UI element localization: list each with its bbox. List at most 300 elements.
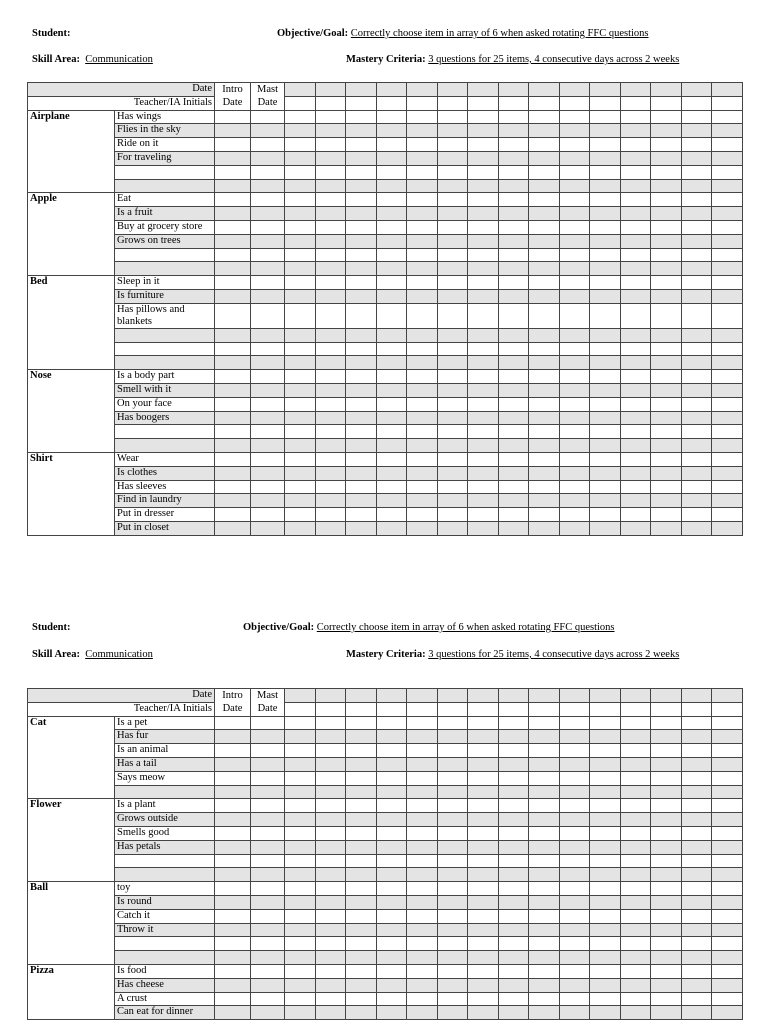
data-cell[interactable]: [407, 452, 438, 466]
data-cell[interactable]: [437, 248, 468, 262]
data-cell[interactable]: [529, 1006, 560, 1020]
data-cell[interactable]: [712, 508, 743, 522]
data-cell[interactable]: [498, 165, 529, 179]
data-cell[interactable]: [590, 411, 621, 425]
data-cell[interactable]: [529, 248, 560, 262]
data-cell[interactable]: [468, 342, 499, 356]
data-cell[interactable]: [498, 689, 529, 703]
data-cell[interactable]: [251, 383, 285, 397]
data-cell[interactable]: [285, 964, 316, 978]
data-cell[interactable]: [376, 124, 407, 138]
data-cell[interactable]: [529, 895, 560, 909]
data-cell[interactable]: [251, 992, 285, 1006]
data-cell[interactable]: [437, 193, 468, 207]
data-cell[interactable]: [346, 730, 377, 744]
data-cell[interactable]: [468, 480, 499, 494]
data-cell[interactable]: [315, 937, 346, 951]
data-cell[interactable]: [712, 193, 743, 207]
data-cell[interactable]: [590, 757, 621, 771]
data-cell[interactable]: [651, 480, 682, 494]
data-cell[interactable]: [315, 248, 346, 262]
data-cell[interactable]: [437, 342, 468, 356]
data-cell[interactable]: [681, 826, 712, 840]
data-cell[interactable]: [712, 937, 743, 951]
data-cell[interactable]: [251, 248, 285, 262]
data-cell[interactable]: [376, 964, 407, 978]
data-cell[interactable]: [468, 289, 499, 303]
data-cell[interactable]: [620, 262, 651, 276]
data-cell[interactable]: [651, 813, 682, 827]
data-cell[interactable]: [651, 840, 682, 854]
data-cell[interactable]: [651, 785, 682, 799]
data-cell[interactable]: [437, 276, 468, 290]
data-cell[interactable]: [529, 689, 560, 703]
data-cell[interactable]: [215, 1006, 251, 1020]
data-cell[interactable]: [437, 494, 468, 508]
data-cell[interactable]: [590, 138, 621, 152]
data-cell[interactable]: [285, 868, 316, 882]
data-cell[interactable]: [437, 466, 468, 480]
data-cell[interactable]: [251, 276, 285, 290]
data-cell[interactable]: [498, 207, 529, 221]
data-cell[interactable]: [651, 342, 682, 356]
data-cell[interactable]: [407, 356, 438, 370]
data-cell[interactable]: [315, 356, 346, 370]
data-cell[interactable]: [407, 207, 438, 221]
data-cell[interactable]: [215, 179, 251, 193]
data-cell[interactable]: [620, 923, 651, 937]
data-cell[interactable]: [712, 480, 743, 494]
data-cell[interactable]: [215, 895, 251, 909]
data-cell[interactable]: [681, 466, 712, 480]
data-cell[interactable]: [215, 328, 251, 342]
data-cell[interactable]: [498, 785, 529, 799]
data-cell[interactable]: [376, 151, 407, 165]
data-cell[interactable]: [468, 882, 499, 896]
data-cell[interactable]: [681, 840, 712, 854]
data-cell[interactable]: [712, 895, 743, 909]
data-cell[interactable]: [407, 992, 438, 1006]
data-cell[interactable]: [376, 1006, 407, 1020]
data-cell[interactable]: [498, 964, 529, 978]
data-cell[interactable]: [407, 83, 438, 97]
data-cell[interactable]: [215, 262, 251, 276]
data-cell[interactable]: [285, 220, 316, 234]
data-cell[interactable]: [346, 508, 377, 522]
data-cell[interactable]: [529, 397, 560, 411]
data-cell[interactable]: [651, 303, 682, 328]
data-cell[interactable]: [251, 521, 285, 535]
data-cell[interactable]: [559, 370, 590, 384]
data-cell[interactable]: [437, 411, 468, 425]
data-cell[interactable]: [346, 262, 377, 276]
data-cell[interactable]: [215, 951, 251, 965]
data-cell[interactable]: [251, 771, 285, 785]
data-cell[interactable]: [590, 452, 621, 466]
data-cell[interactable]: [315, 96, 346, 110]
data-cell[interactable]: [407, 370, 438, 384]
data-cell[interactable]: [376, 951, 407, 965]
data-cell[interactable]: [285, 289, 316, 303]
data-cell[interactable]: [651, 992, 682, 1006]
data-cell[interactable]: [346, 138, 377, 152]
data-cell[interactable]: [407, 799, 438, 813]
data-cell[interactable]: [407, 342, 438, 356]
data-cell[interactable]: [590, 207, 621, 221]
data-cell[interactable]: [437, 813, 468, 827]
data-cell[interactable]: [712, 328, 743, 342]
data-cell[interactable]: [651, 494, 682, 508]
data-cell[interactable]: [315, 702, 346, 716]
data-cell[interactable]: [285, 785, 316, 799]
data-cell[interactable]: [315, 882, 346, 896]
data-cell[interactable]: [315, 813, 346, 827]
data-cell[interactable]: [712, 689, 743, 703]
data-cell[interactable]: [620, 397, 651, 411]
data-cell[interactable]: [681, 895, 712, 909]
data-cell[interactable]: [712, 716, 743, 730]
data-cell[interactable]: [376, 342, 407, 356]
data-cell[interactable]: [620, 951, 651, 965]
data-cell[interactable]: [651, 234, 682, 248]
data-cell[interactable]: [681, 83, 712, 97]
data-cell[interactable]: [681, 868, 712, 882]
data-cell[interactable]: [651, 882, 682, 896]
data-cell[interactable]: [285, 110, 316, 124]
data-cell[interactable]: [712, 370, 743, 384]
data-cell[interactable]: [651, 138, 682, 152]
data-cell[interactable]: [712, 923, 743, 937]
data-cell[interactable]: [590, 689, 621, 703]
data-cell[interactable]: [651, 826, 682, 840]
data-cell[interactable]: [215, 276, 251, 290]
data-cell[interactable]: [681, 521, 712, 535]
data-cell[interactable]: [620, 716, 651, 730]
data-cell[interactable]: [559, 328, 590, 342]
data-cell[interactable]: [498, 480, 529, 494]
data-cell[interactable]: [620, 978, 651, 992]
data-cell[interactable]: [315, 909, 346, 923]
data-cell[interactable]: [437, 895, 468, 909]
data-cell[interactable]: [620, 799, 651, 813]
data-cell[interactable]: [529, 234, 560, 248]
data-cell[interactable]: [407, 840, 438, 854]
data-cell[interactable]: [498, 220, 529, 234]
data-cell[interactable]: [376, 234, 407, 248]
data-cell[interactable]: [651, 96, 682, 110]
data-cell[interactable]: [529, 356, 560, 370]
data-cell[interactable]: [498, 923, 529, 937]
data-cell[interactable]: [529, 882, 560, 896]
data-cell[interactable]: [590, 730, 621, 744]
data-cell[interactable]: [529, 207, 560, 221]
data-cell[interactable]: [559, 978, 590, 992]
data-cell[interactable]: [590, 96, 621, 110]
data-cell[interactable]: [285, 425, 316, 439]
data-cell[interactable]: [498, 328, 529, 342]
data-cell[interactable]: [346, 124, 377, 138]
data-cell[interactable]: [681, 494, 712, 508]
data-cell[interactable]: [681, 452, 712, 466]
data-cell[interactable]: [559, 923, 590, 937]
data-cell[interactable]: [437, 937, 468, 951]
data-cell[interactable]: [437, 262, 468, 276]
data-cell[interactable]: [468, 96, 499, 110]
data-cell[interactable]: [437, 785, 468, 799]
data-cell[interactable]: [712, 262, 743, 276]
data-cell[interactable]: [590, 895, 621, 909]
data-cell[interactable]: [376, 494, 407, 508]
data-cell[interactable]: [346, 909, 377, 923]
data-cell[interactable]: [651, 425, 682, 439]
data-cell[interactable]: [529, 480, 560, 494]
data-cell[interactable]: [498, 895, 529, 909]
data-cell[interactable]: [651, 978, 682, 992]
data-cell[interactable]: [251, 370, 285, 384]
data-cell[interactable]: [285, 771, 316, 785]
data-cell[interactable]: [651, 730, 682, 744]
data-cell[interactable]: [498, 702, 529, 716]
data-cell[interactable]: [498, 744, 529, 758]
data-cell[interactable]: [315, 799, 346, 813]
data-cell[interactable]: [285, 151, 316, 165]
data-cell[interactable]: [376, 716, 407, 730]
data-cell[interactable]: [559, 854, 590, 868]
data-cell[interactable]: [346, 356, 377, 370]
data-cell[interactable]: [681, 439, 712, 453]
data-cell[interactable]: [498, 303, 529, 328]
data-cell[interactable]: [498, 466, 529, 480]
data-cell[interactable]: [285, 494, 316, 508]
data-cell[interactable]: [437, 138, 468, 152]
data-cell[interactable]: [407, 895, 438, 909]
data-cell[interactable]: [498, 840, 529, 854]
data-cell[interactable]: [651, 466, 682, 480]
data-cell[interactable]: [407, 813, 438, 827]
data-cell[interactable]: [559, 110, 590, 124]
data-cell[interactable]: [376, 83, 407, 97]
data-cell[interactable]: [315, 138, 346, 152]
data-cell[interactable]: [376, 356, 407, 370]
data-cell[interactable]: [651, 799, 682, 813]
data-cell[interactable]: [285, 356, 316, 370]
data-cell[interactable]: [559, 207, 590, 221]
data-cell[interactable]: [437, 1006, 468, 1020]
data-cell[interactable]: [498, 289, 529, 303]
data-cell[interactable]: [590, 868, 621, 882]
data-cell[interactable]: [285, 826, 316, 840]
data-cell[interactable]: [468, 854, 499, 868]
data-cell[interactable]: [437, 220, 468, 234]
data-cell[interactable]: [559, 452, 590, 466]
data-cell[interactable]: [468, 730, 499, 744]
data-cell[interactable]: [712, 882, 743, 896]
data-cell[interactable]: [376, 895, 407, 909]
data-cell[interactable]: [346, 110, 377, 124]
data-cell[interactable]: [681, 289, 712, 303]
data-cell[interactable]: [251, 439, 285, 453]
data-cell[interactable]: [468, 757, 499, 771]
data-cell[interactable]: [407, 276, 438, 290]
data-cell[interactable]: [407, 411, 438, 425]
data-cell[interactable]: [590, 370, 621, 384]
data-cell[interactable]: [681, 193, 712, 207]
data-cell[interactable]: [407, 480, 438, 494]
data-cell[interactable]: [251, 193, 285, 207]
data-cell[interactable]: [437, 397, 468, 411]
data-cell[interactable]: [346, 96, 377, 110]
data-cell[interactable]: [498, 248, 529, 262]
data-cell[interactable]: [681, 383, 712, 397]
data-cell[interactable]: [315, 276, 346, 290]
data-cell[interactable]: [437, 771, 468, 785]
data-cell[interactable]: [681, 813, 712, 827]
data-cell[interactable]: [407, 909, 438, 923]
data-cell[interactable]: [712, 383, 743, 397]
data-cell[interactable]: [346, 923, 377, 937]
data-cell[interactable]: [590, 978, 621, 992]
data-cell[interactable]: [712, 179, 743, 193]
data-cell[interactable]: [376, 289, 407, 303]
data-cell[interactable]: [285, 276, 316, 290]
data-cell[interactable]: [346, 854, 377, 868]
data-cell[interactable]: [712, 425, 743, 439]
data-cell[interactable]: [620, 151, 651, 165]
data-cell[interactable]: [529, 909, 560, 923]
data-cell[interactable]: [468, 110, 499, 124]
data-cell[interactable]: [681, 909, 712, 923]
data-cell[interactable]: [681, 508, 712, 522]
data-cell[interactable]: [498, 868, 529, 882]
data-cell[interactable]: [498, 730, 529, 744]
data-cell[interactable]: [529, 951, 560, 965]
data-cell[interactable]: [346, 383, 377, 397]
data-cell[interactable]: [468, 276, 499, 290]
data-cell[interactable]: [315, 234, 346, 248]
data-cell[interactable]: [681, 262, 712, 276]
data-cell[interactable]: [251, 854, 285, 868]
data-cell[interactable]: [315, 342, 346, 356]
data-cell[interactable]: [712, 785, 743, 799]
data-cell[interactable]: [590, 702, 621, 716]
data-cell[interactable]: [251, 895, 285, 909]
data-cell[interactable]: [651, 771, 682, 785]
data-cell[interactable]: [529, 124, 560, 138]
data-cell[interactable]: [529, 383, 560, 397]
data-cell[interactable]: [315, 730, 346, 744]
data-cell[interactable]: [559, 702, 590, 716]
data-cell[interactable]: [251, 466, 285, 480]
data-cell[interactable]: [376, 328, 407, 342]
data-cell[interactable]: [529, 854, 560, 868]
data-cell[interactable]: [437, 909, 468, 923]
data-cell[interactable]: [251, 220, 285, 234]
data-cell[interactable]: [559, 882, 590, 896]
data-cell[interactable]: [620, 110, 651, 124]
data-cell[interactable]: [498, 978, 529, 992]
data-cell[interactable]: [681, 276, 712, 290]
data-cell[interactable]: [437, 289, 468, 303]
data-cell[interactable]: [437, 757, 468, 771]
data-cell[interactable]: [651, 439, 682, 453]
data-cell[interactable]: [315, 716, 346, 730]
data-cell[interactable]: [620, 439, 651, 453]
data-cell[interactable]: [376, 785, 407, 799]
data-cell[interactable]: [215, 978, 251, 992]
data-cell[interactable]: [559, 151, 590, 165]
data-cell[interactable]: [559, 937, 590, 951]
data-cell[interactable]: [620, 840, 651, 854]
data-cell[interactable]: [285, 882, 316, 896]
data-cell[interactable]: [712, 757, 743, 771]
data-cell[interactable]: [251, 951, 285, 965]
data-cell[interactable]: [468, 702, 499, 716]
data-cell[interactable]: [681, 771, 712, 785]
data-cell[interactable]: [590, 439, 621, 453]
data-cell[interactable]: [529, 220, 560, 234]
data-cell[interactable]: [468, 716, 499, 730]
data-cell[interactable]: [468, 813, 499, 827]
data-cell[interactable]: [712, 521, 743, 535]
data-cell[interactable]: [681, 799, 712, 813]
data-cell[interactable]: [681, 964, 712, 978]
data-cell[interactable]: [346, 744, 377, 758]
data-cell[interactable]: [468, 937, 499, 951]
data-cell[interactable]: [315, 220, 346, 234]
data-cell[interactable]: [346, 702, 377, 716]
data-cell[interactable]: [681, 110, 712, 124]
data-cell[interactable]: [251, 840, 285, 854]
data-cell[interactable]: [498, 494, 529, 508]
data-cell[interactable]: [315, 689, 346, 703]
data-cell[interactable]: [285, 909, 316, 923]
data-cell[interactable]: [620, 702, 651, 716]
data-cell[interactable]: [407, 328, 438, 342]
data-cell[interactable]: [437, 439, 468, 453]
data-cell[interactable]: [590, 303, 621, 328]
data-cell[interactable]: [215, 716, 251, 730]
data-cell[interactable]: [620, 383, 651, 397]
data-cell[interactable]: [215, 508, 251, 522]
data-cell[interactable]: [346, 165, 377, 179]
data-cell[interactable]: [315, 262, 346, 276]
data-cell[interactable]: [315, 978, 346, 992]
data-cell[interactable]: [376, 882, 407, 896]
data-cell[interactable]: [251, 757, 285, 771]
data-cell[interactable]: [498, 276, 529, 290]
data-cell[interactable]: [712, 1006, 743, 1020]
data-cell[interactable]: [251, 923, 285, 937]
data-cell[interactable]: [712, 452, 743, 466]
data-cell[interactable]: [559, 840, 590, 854]
data-cell[interactable]: [251, 978, 285, 992]
data-cell[interactable]: [590, 356, 621, 370]
data-cell[interactable]: [215, 439, 251, 453]
data-cell[interactable]: [315, 992, 346, 1006]
data-cell[interactable]: [215, 964, 251, 978]
data-cell[interactable]: [215, 207, 251, 221]
data-cell[interactable]: [712, 248, 743, 262]
data-cell[interactable]: [285, 480, 316, 494]
data-cell[interactable]: [285, 521, 316, 535]
data-cell[interactable]: [498, 882, 529, 896]
data-cell[interactable]: [681, 207, 712, 221]
data-cell[interactable]: [376, 978, 407, 992]
data-cell[interactable]: [285, 96, 316, 110]
data-cell[interactable]: [376, 248, 407, 262]
data-cell[interactable]: [590, 1006, 621, 1020]
data-cell[interactable]: [681, 397, 712, 411]
